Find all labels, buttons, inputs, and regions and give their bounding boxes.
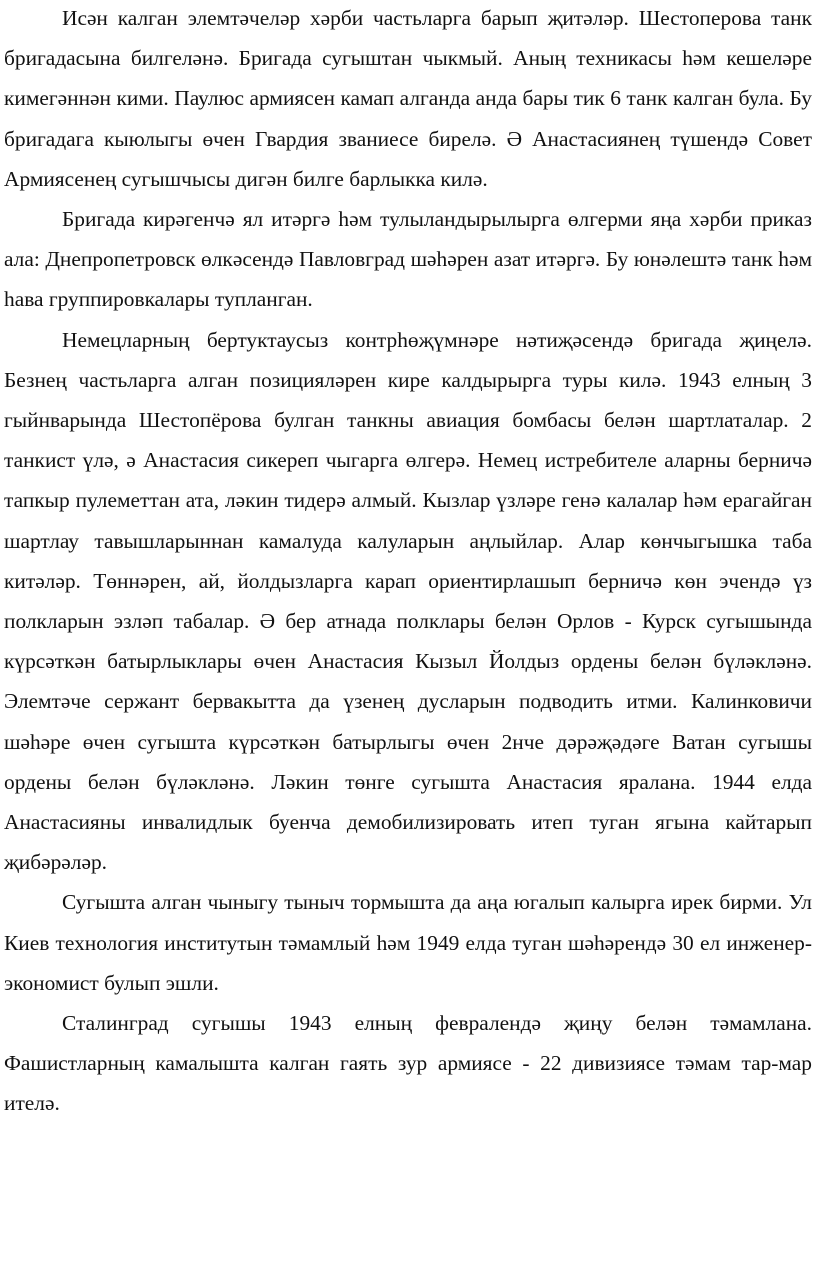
paragraph-4: Сугышта алган чыныгу тыныч тормышта да аңа югалып калырга ирек бирми. Ул Киев технология институтын тәмамлый һәм 1949 елда туган шәһәрендә 30 ел инженер-экономист булып эшли. — [4, 890, 812, 995]
paragraph-2: Бригада кирәгенчә ял итәргә һәм тулыландырылырга өлгерми яңа хәрби приказ ала: Днепропетровск өлкәсендә Павловград шәһәрен азат итәргә. Бу юнәлештә танк һәм һава группировкалары тупланган. — [4, 207, 812, 312]
paragraph-1: Исән калган элемтәчеләр хәрби частьларга барып җитәләр. Шестоперова танк бригадасына билгеләнә. Бригада сугыштан чыкмый. Аның техникасы һәм кешеләре кимегәннән кими. Паулюс армиясен камап алганда анда бары тик 6 танк калган була. Бу бригадага кыюлыгы өчен Гвардия званиесе бирелә. Ә Анастасиянең түшендә Совет Армиясенең сугышчысы дигән билге барлыкка килә. — [4, 6, 812, 191]
paragraph-3: Немецларның бертуктаусыз контрһөҗүмнәре нәтиҗәсендә бригада җиңелә. Безнең частьларга алган позицияләрен кире калдырырга туры килә. 1943 елның 3 гыйнварында Шестопёрова булган танкны авиация бомбасы белән шартлаталар. 2 танкист үлә, ә Анастасия сикереп чыгарга өлгерә. Немец истребителе аларны берничә тапкыр пулеметтан ата, ләкин тидерә алмый. Кызлар үзләре генә калалар һәм ерагайган шартлау тавышларыннан камалуда калуларын аңлыйлар. Алар көнчыгышка таба китәләр. Төннәрен, ай, йолдызларга карап ориентирлашып берничә көн эчендә үз полкларын эзләп табалар. Ә бер атнада полклары белән Орлов - Курск сугышында күрсәткән батырлыклары өчен Анастасия Кызыл Йолдыз ордены белән бүләкләнә. Элемтәче сержант бервакытта да үзенең дусларын подводить итми. Калинковичи шәһәре өчен сугышта күрсәткән батырлыгы өчен 2нче дәрәҗәдәге Ватан сугышы ордены белән бүләкләнә. Ләкин төнге сугышта Анастасия яралана. 1944 елда Анастасияны инвалидлык буенча демобилизировать итеп туган ягына кайтарып җибәрәләр. — [4, 327, 812, 875]
paragraph-5: Сталинград сугышы 1943 елның февралендә җиңу белән тәмамлана. Фашистларның камалышта калган гаять зур армиясе - 22 дивизиясе тәмам тар-мар ителә. — [4, 1011, 812, 1116]
